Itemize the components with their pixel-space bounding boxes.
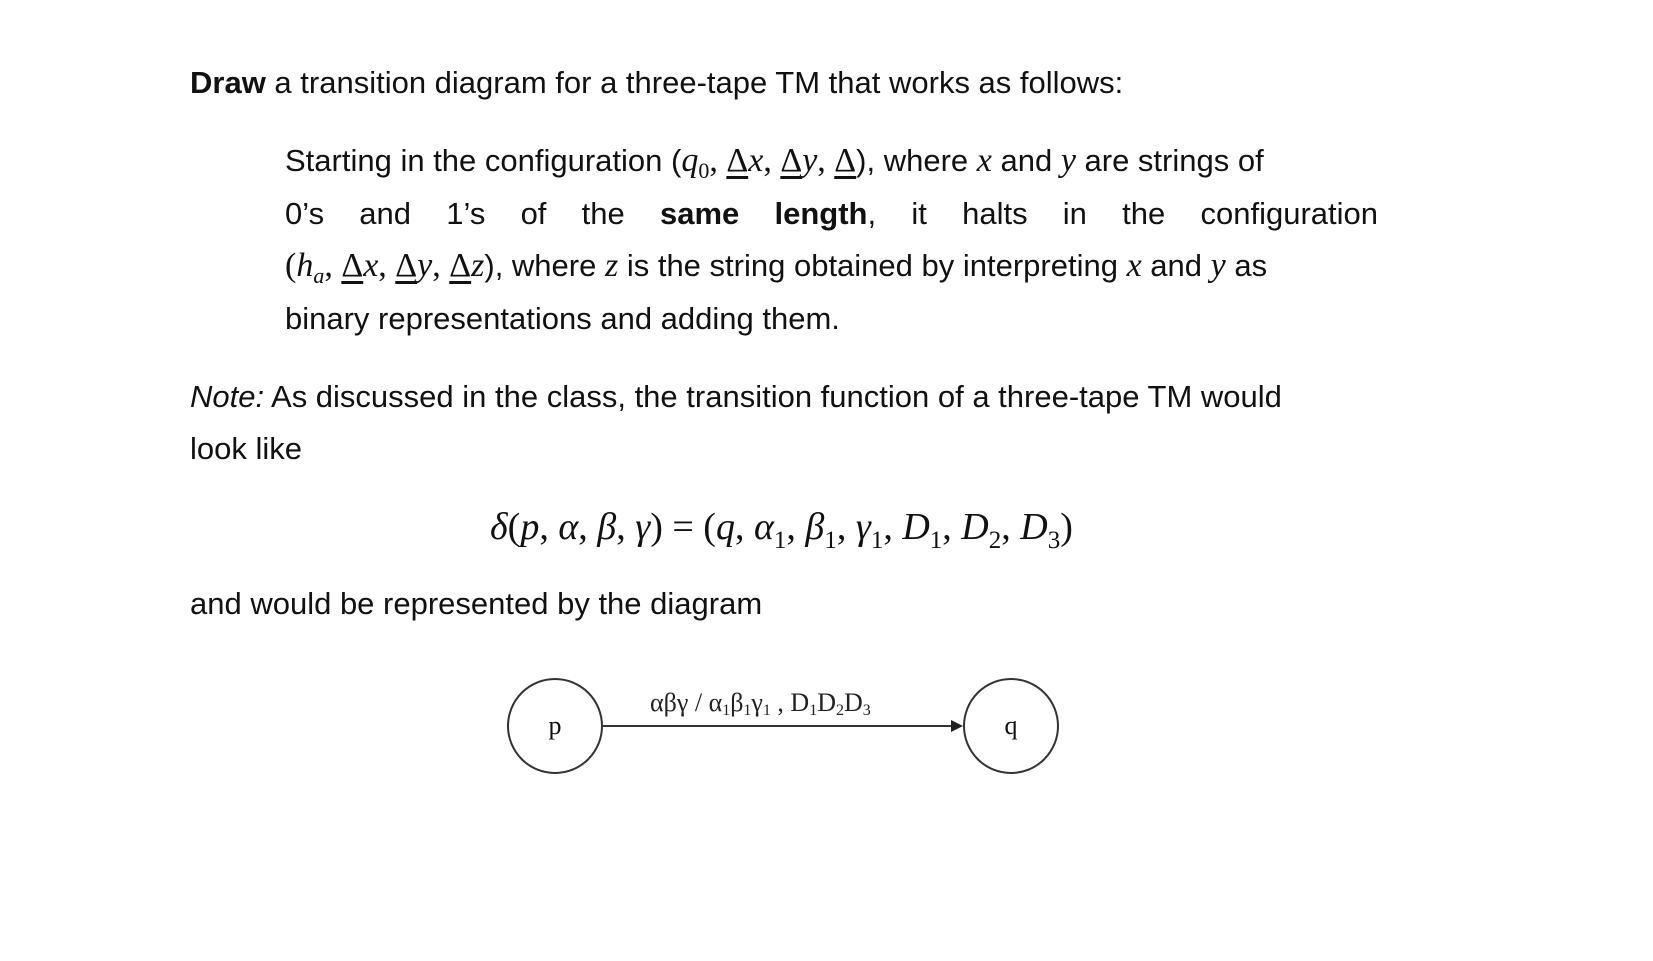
note-label: Note: bbox=[190, 379, 265, 414]
task-heading bbox=[190, 64, 1123, 102]
closing-line: and would be represented by the diagram bbox=[190, 586, 763, 621]
indented-line-1: Starting in the configuration ($q_0$, Δx, Δy, Δ), where x and y are strings of bbox=[285, 142, 1264, 183]
arrow-head bbox=[951, 720, 963, 732]
heading-text: a transition diagram for a three-tape TM that works as follows: bbox=[265, 65, 1124, 100]
state-q bbox=[963, 678, 1059, 774]
transition-formula: δ(p, α, β, γ) = (q, $\alpha_1$, $\beta_1$, $\gamma_1$, $D_1$, $D_2$, $D_3$) bbox=[490, 506, 1073, 554]
indented-line-3: ($h_a$, Δx, Δy, Δz), where z is the string obtained by interpreting x and y as bbox=[285, 247, 1268, 288]
note-line-1: Note: As discussed in the class, the transition function of a three-tape TM would bbox=[190, 379, 1282, 414]
state-q-label: q bbox=[1004, 711, 1018, 740]
indented-line-4: binary representations and adding them. bbox=[285, 301, 840, 336]
transition-label: αβγ / $\alpha_1\beta_1\gamma_1$ , $D_1D_2D_3$ bbox=[650, 688, 871, 719]
indented-line-2: 0’s and 1’s of the same length, it halts in the configuration bbox=[285, 196, 1378, 231]
heading-bold: Draw bbox=[190, 65, 266, 100]
state-p-label: p bbox=[548, 711, 562, 740]
note-line-2: look like bbox=[190, 431, 302, 466]
state-p bbox=[507, 678, 603, 774]
